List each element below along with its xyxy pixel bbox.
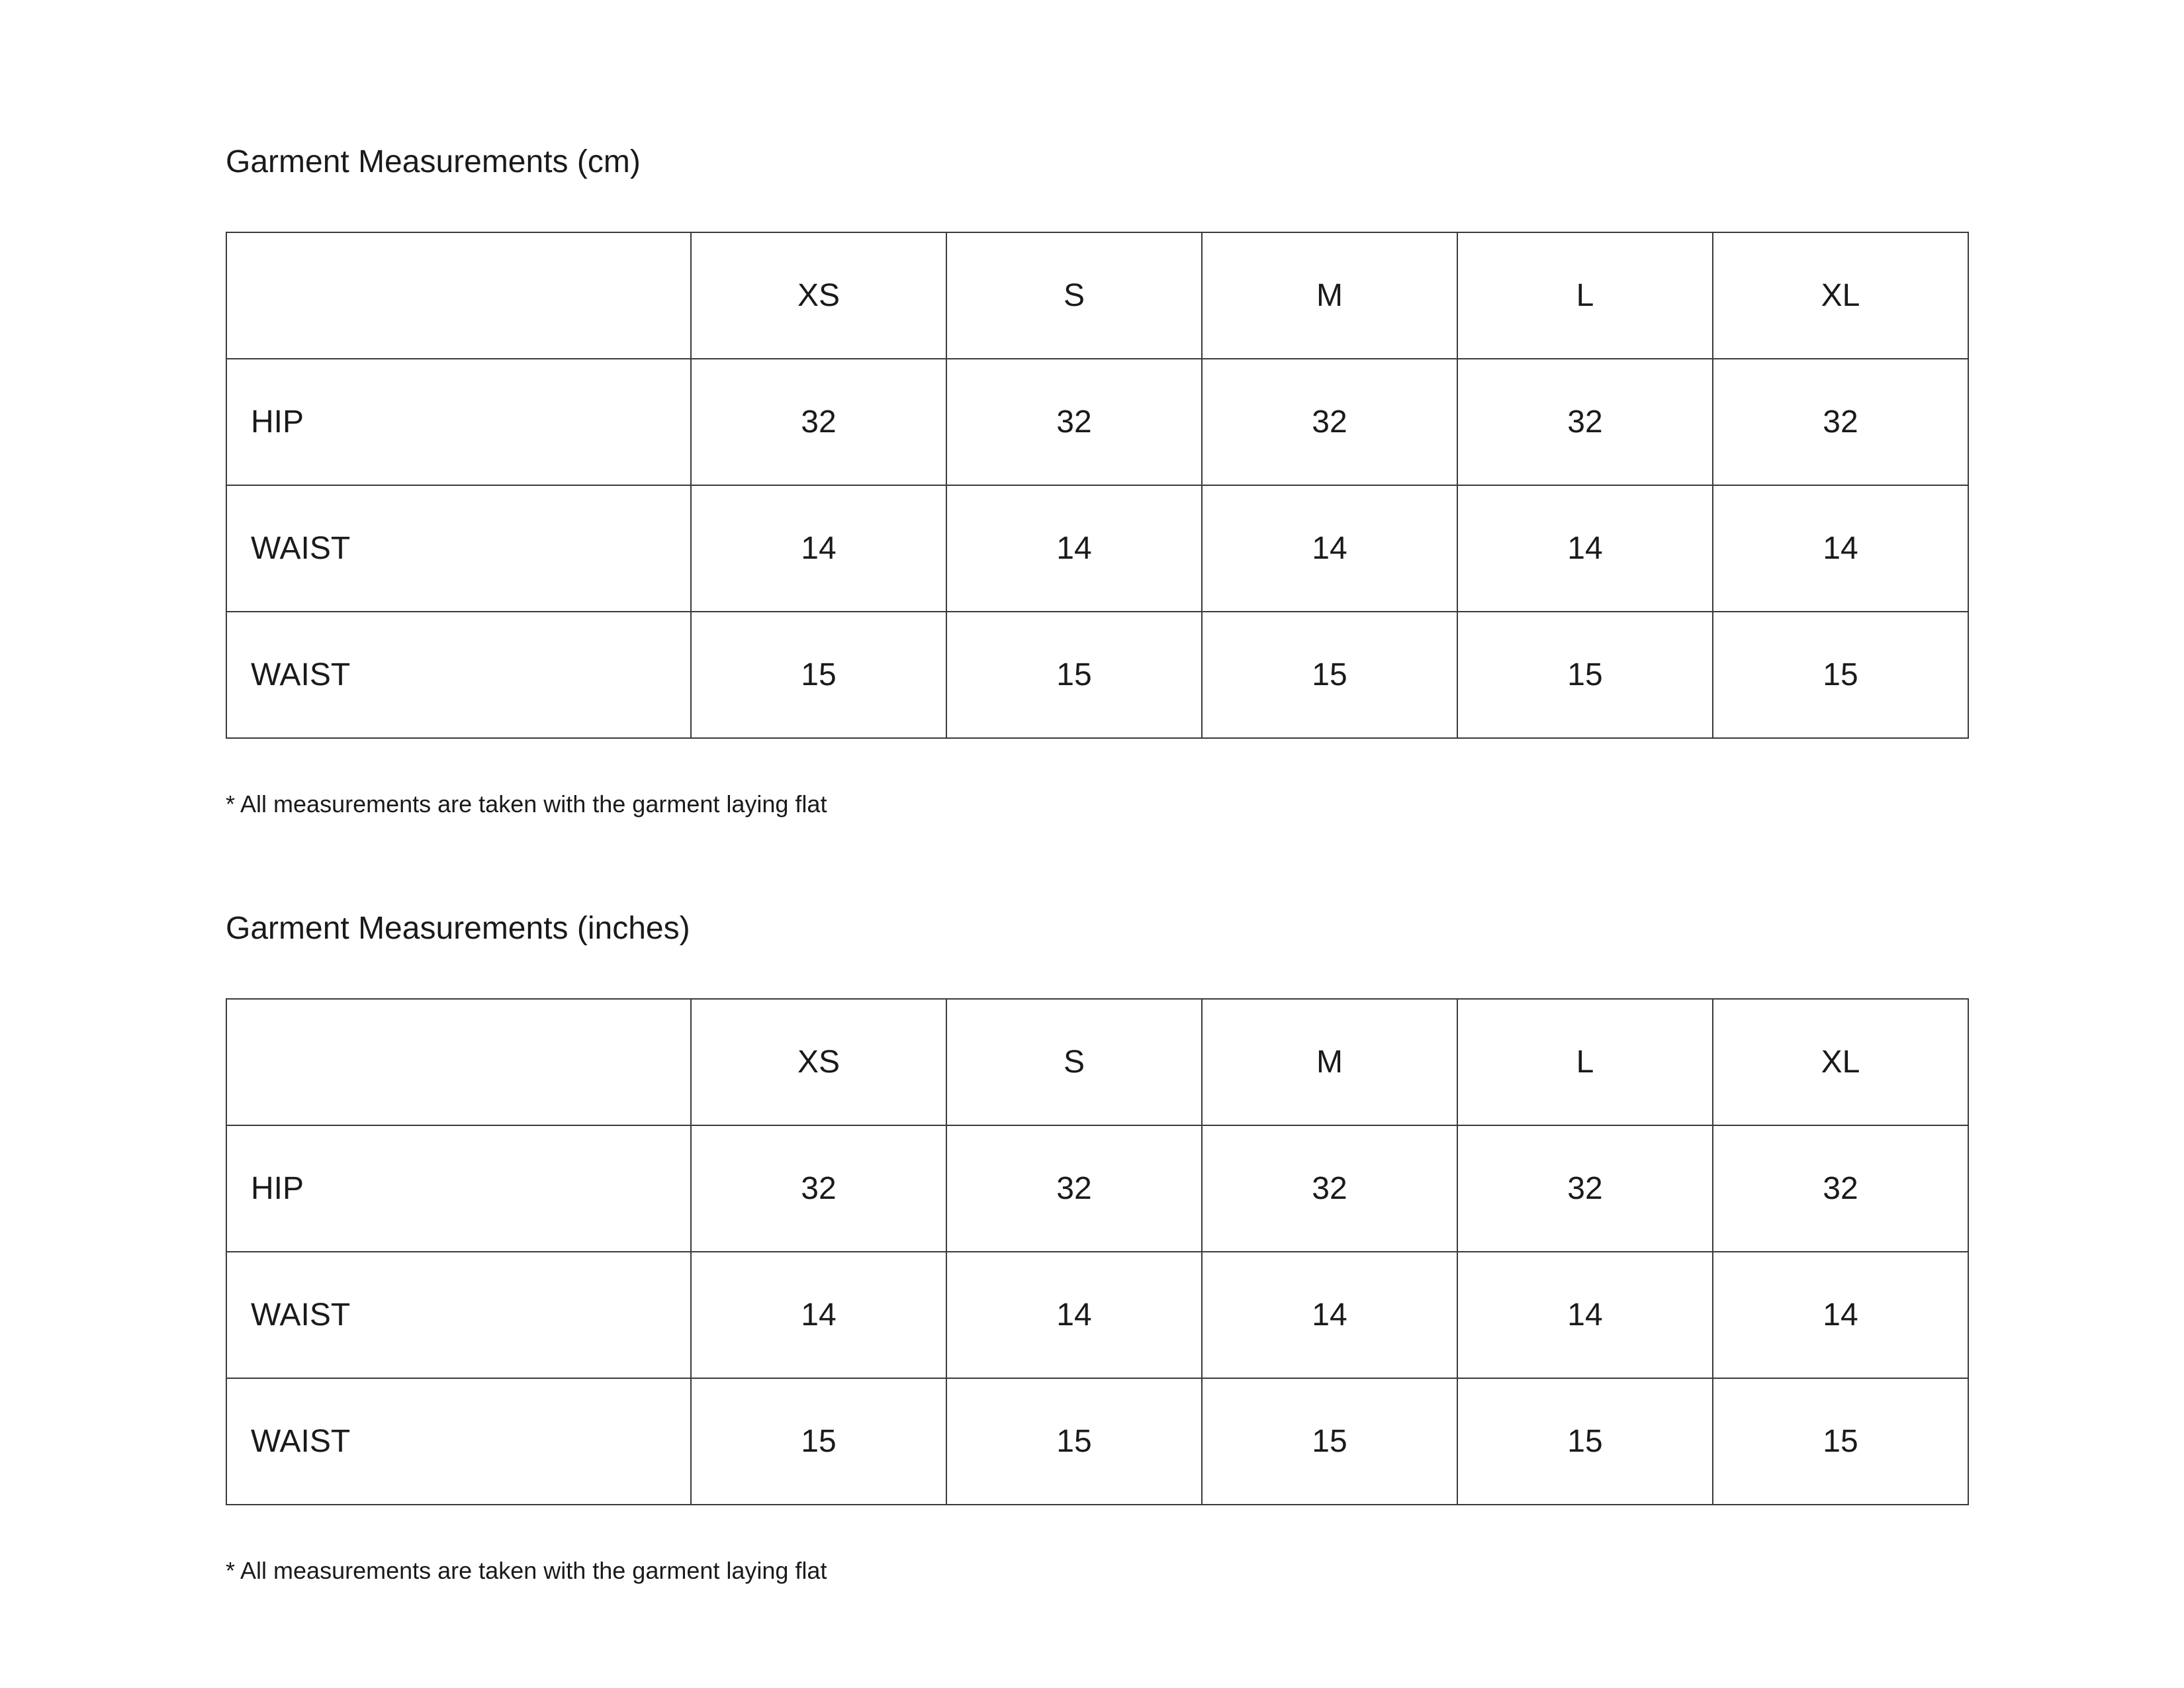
row-label: WAIST — [226, 485, 691, 612]
measurements-table — [226, 232, 1969, 739]
header-cell-xl: XL — [1713, 232, 1968, 359]
table-row — [226, 612, 1968, 738]
table-cell: 32 — [1713, 1125, 1968, 1252]
table-cell: 14 — [691, 1252, 946, 1378]
table-cell: 32 — [691, 1125, 946, 1252]
table-cell: 15 — [1457, 612, 1713, 738]
header-cell-s: S — [946, 232, 1202, 359]
header-cell-l: L — [1457, 999, 1713, 1125]
table-row — [226, 1378, 1968, 1505]
table-row — [226, 485, 1968, 612]
row-label: WAIST — [226, 612, 691, 738]
measurements-table — [226, 998, 1969, 1505]
table-cell: 32 — [946, 1125, 1202, 1252]
measurement-note: * All measurements are taken with the garment laying flat — [226, 790, 827, 818]
table-cell: 14 — [1457, 1252, 1713, 1378]
measurements-section-inches — [226, 902, 1968, 1584]
table-cell: 32 — [1457, 1125, 1713, 1252]
table-row — [226, 1125, 1968, 1252]
table-cell: 14 — [1713, 485, 1968, 612]
measurement-note: * All measurements are taken with the garment laying flat — [226, 1557, 827, 1584]
table-cell: 32 — [1713, 359, 1968, 485]
table-cell: 15 — [691, 1378, 946, 1505]
table-header-row — [226, 232, 1968, 359]
header-cell-xl: XL — [1713, 999, 1968, 1125]
table-cell: 14 — [946, 485, 1202, 612]
header-cell-l: L — [1457, 232, 1713, 359]
section-title: Garment Measurements (inches) — [226, 911, 690, 946]
table-cell: 15 — [1457, 1378, 1713, 1505]
table-row — [226, 1252, 1968, 1378]
table-cell: 15 — [1713, 612, 1968, 738]
table-cell: 15 — [1202, 1378, 1457, 1505]
row-label: WAIST — [226, 1378, 691, 1505]
table-cell: 14 — [1457, 485, 1713, 612]
header-cell-m: M — [1202, 999, 1457, 1125]
table-cell: 14 — [1202, 485, 1457, 612]
table-cell: 32 — [1457, 359, 1713, 485]
table-cell: 15 — [1202, 612, 1457, 738]
header-cell-m: M — [1202, 232, 1457, 359]
table-cell: 14 — [691, 485, 946, 612]
header-cell-xs: XS — [691, 999, 946, 1125]
table-header-row — [226, 999, 1968, 1125]
table-cell: 32 — [1202, 1125, 1457, 1252]
table-cell: 15 — [946, 1378, 1202, 1505]
table-row — [226, 359, 1968, 485]
table-cell: 32 — [691, 359, 946, 485]
table-cell: 32 — [1202, 359, 1457, 485]
header-cell-empty — [226, 999, 691, 1125]
row-label: HIP — [226, 1125, 691, 1252]
header-cell-s: S — [946, 999, 1202, 1125]
table-cell: 14 — [1202, 1252, 1457, 1378]
table-cell: 15 — [946, 612, 1202, 738]
table-cell: 14 — [1713, 1252, 1968, 1378]
table-cell: 32 — [946, 359, 1202, 485]
header-cell-xs: XS — [691, 232, 946, 359]
section-title: Garment Measurements (cm) — [226, 144, 641, 179]
table-cell: 15 — [691, 612, 946, 738]
row-label: WAIST — [226, 1252, 691, 1378]
header-cell-empty — [226, 232, 691, 359]
measurements-section-cm — [226, 136, 1968, 818]
table-cell: 14 — [946, 1252, 1202, 1378]
row-label: HIP — [226, 359, 691, 485]
table-cell: 15 — [1713, 1378, 1968, 1505]
